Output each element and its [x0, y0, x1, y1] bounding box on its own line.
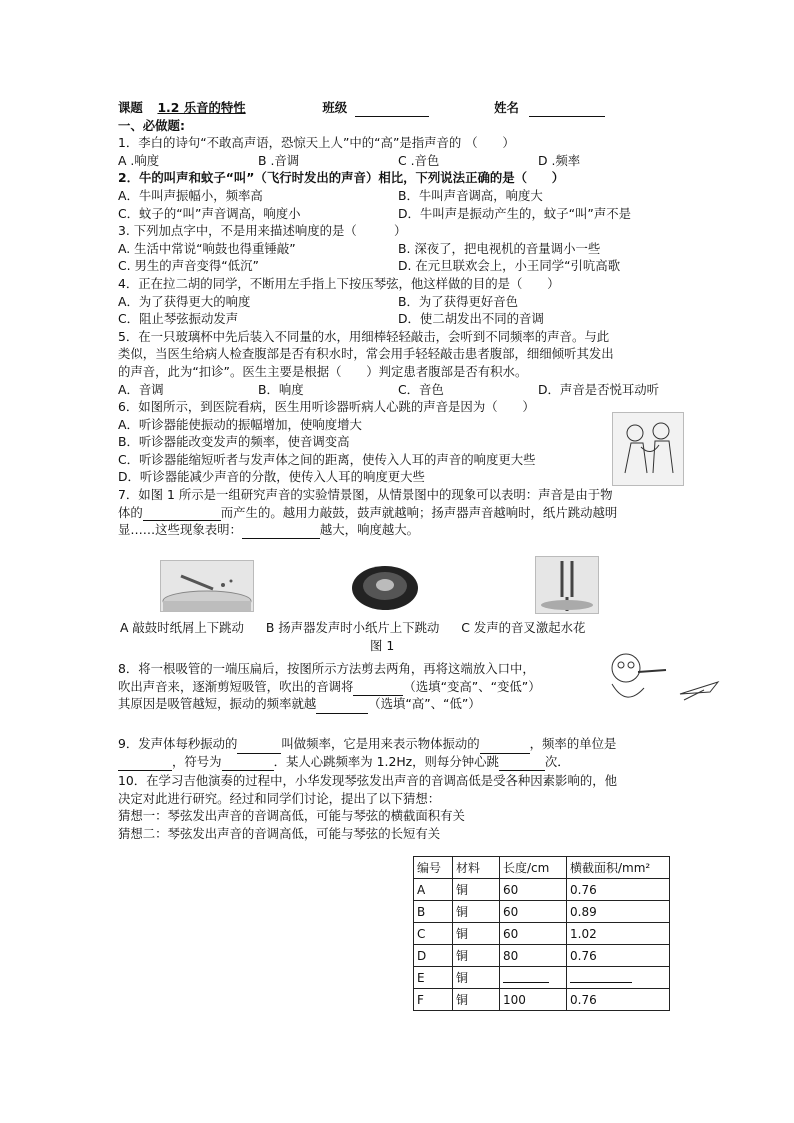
caption-b: B 扬声器发声时小纸片上下跳动	[265, 620, 440, 635]
string-table	[413, 856, 670, 1011]
table-cell: D	[414, 945, 453, 967]
q5-options	[118, 381, 678, 399]
table-cell: 80	[500, 945, 567, 967]
q3-option-d[interactable]: D. 在元旦联欢会上，小王同学“引吭高歌	[398, 258, 621, 274]
q9-blank-2[interactable]	[480, 740, 530, 754]
q6-option-d[interactable]: D．听诊器能减少声音的分散，使传入人耳的响度更大些	[118, 469, 425, 485]
q8-text: 吹出声音来，逐渐剪短吸管，吹出的音调将	[118, 678, 354, 694]
table-row	[414, 989, 670, 1011]
speaker-photo	[350, 560, 420, 612]
q4-option-d[interactable]: D．使二胡发出不同的音调	[398, 311, 544, 327]
figure-captions	[120, 618, 680, 636]
q8-text: 其原因是吸管越短，振动的频率就越	[118, 696, 317, 712]
q2-stem: 2．牛的叫声和蚊子“叫”（飞行时发出的声音）相比，下列说法正确的是（ ）	[118, 170, 565, 186]
straw-blowing-illustration	[600, 644, 722, 714]
q6-option-a[interactable]: A．听诊器能使振动的振幅增加，使响度增大	[118, 416, 362, 432]
q7-text: 而产生的。越用力敲鼓，鼓声就越响；扬声器声音越响时，纸片跳动越明	[220, 504, 618, 520]
q4-option-b[interactable]: B．为了获得更好音色	[398, 293, 519, 309]
worksheet	[118, 99, 678, 539]
table-cell: E	[414, 967, 453, 989]
table-cell: 0.76	[567, 989, 670, 1011]
q9-blank-1[interactable]	[237, 740, 281, 754]
table-cell: C	[414, 923, 453, 945]
q2-option-c[interactable]: C．蚊子的“叫”声音调高，响度小	[118, 205, 301, 221]
q5-option-d[interactable]: D．声音是否悦耳动听	[538, 381, 660, 397]
q8-line-1: 8．将一根吸管的一端压扁后，按图所示方法剪去两角，再将这端放入口中，	[118, 661, 535, 676]
q2-option-b[interactable]: B．牛叫声音调高，响度大	[398, 187, 543, 203]
q6-option-b[interactable]: B．听诊器能改变发声的频率，使音调变高	[118, 434, 350, 450]
class-blank[interactable]	[355, 103, 429, 117]
table-cell: 铜	[453, 967, 500, 989]
doctor-stethoscope-illustration	[612, 412, 684, 486]
q3-option-c[interactable]: C. 男生的声音变得“低沉”	[118, 258, 259, 274]
q9-text: 叫做频率，它是用来表示物体振动的	[281, 736, 480, 751]
table-row	[414, 901, 670, 923]
q5-line-2: 类似，当医生给病人检查腹部是否有积水时，常会用手轻轻敲击患者腹部，细细倾听其发出	[118, 346, 614, 362]
q4-option-a[interactable]: A．为了获得更大的响度	[118, 293, 251, 309]
q9-text: ，符号为	[172, 753, 222, 769]
q8-blank-1[interactable]	[353, 682, 403, 696]
q2-option-d[interactable]: D．牛叫声是振动产生的，蚊子“叫”声不是	[398, 205, 632, 221]
q6-stem: 6．如图所示，到医院看病，医生用听诊器听病人心跳的声音是因为（ ）	[118, 399, 535, 415]
name-blank[interactable]	[529, 103, 605, 117]
q3-option-a[interactable]: A. 生活中常说“响鼓也得重锤敲”	[118, 240, 296, 256]
q7-line-1: 7．如图 1 所示是一组研究声音的实验情景图，从情景图中的现象可以表明：声音是由于物	[118, 487, 613, 503]
q3-stem: 3. 下列加点字中，不是用来描述响度的是（ ）	[118, 223, 407, 239]
q1-option-d[interactable]: D .频率	[538, 152, 581, 168]
table-blank-cell[interactable]	[567, 967, 670, 989]
q1-options	[118, 152, 678, 170]
q7-blank-2[interactable]	[242, 525, 320, 539]
table-cell: F	[414, 989, 453, 1011]
table-cell: B	[414, 901, 453, 923]
table-header-cell: 编号	[414, 857, 453, 879]
q7-text: 越大，响度越大。	[319, 522, 420, 538]
q5-option-c[interactable]: C．音色	[398, 381, 444, 397]
table-cell: 60	[500, 901, 567, 923]
q10-line-4: 猜想二：琴弦发出声音的音调高低，可能与琴弦的长短有关	[118, 825, 441, 841]
q5-line-3: 的声音，此为“扣诊”。医生主要是根据（ ）判定患者腹部是否有积水。	[118, 363, 528, 379]
caption-a: A 敲鼓时纸屑上下跳动	[120, 620, 244, 635]
table-cell: 铜	[453, 945, 500, 967]
q9-text: 9．发声体每秒振动的	[118, 736, 238, 751]
table-cell: 60	[500, 879, 567, 901]
q4-option-c[interactable]: C．阻止琴弦振动发声	[118, 311, 239, 327]
q5-option-a[interactable]: A．音调	[118, 381, 164, 397]
table-row	[414, 923, 670, 945]
q5-option-b[interactable]: B．响度	[258, 381, 304, 397]
class-label: 班级	[322, 100, 348, 115]
q10-line-1: 10．在学习吉他演奏的过程中，小华发现琴弦发出声音的音调高低是受各种因素影响的，他	[118, 773, 618, 788]
figure-1-label: 图 1	[370, 638, 395, 653]
q8-text: （选填“变高”、“变低”）	[403, 678, 541, 694]
q1-option-a[interactable]: A .响度	[118, 152, 160, 168]
q10	[118, 772, 617, 842]
q2-option-a[interactable]: A．牛叫声振幅小，频率高	[118, 187, 263, 203]
table-cell: 铜	[453, 923, 500, 945]
name-label: 姓名	[494, 100, 519, 115]
header	[118, 99, 678, 117]
table-header	[414, 857, 670, 879]
table-cell: 0.89	[567, 901, 670, 923]
q7-text: 体的	[118, 504, 143, 520]
table-row	[414, 879, 670, 901]
table-header-cell: 横截面积/mm²	[567, 857, 670, 879]
subject: 1.2 乐音的特性	[157, 100, 246, 115]
q1-option-c[interactable]: C .音色	[398, 152, 440, 168]
q4-stem: 4．正在拉二胡的同学，不断用左手指上下按压琴弦，他这样做的目的是（ ）	[118, 275, 560, 291]
section-title: 一、必做题:	[118, 117, 185, 133]
q9-blank-3[interactable]	[118, 757, 172, 771]
q10-line-2: 决定对此进行研究。经过和同学们讨论，提出了以下猜想：	[118, 790, 441, 806]
q9-blank-4[interactable]	[222, 757, 274, 771]
q8	[118, 660, 541, 713]
tuning-fork-photo	[535, 556, 599, 614]
q3-option-b[interactable]: B. 深夜了，把电视机的音量调小一些	[398, 240, 601, 256]
table-row	[414, 967, 670, 989]
q6-option-c[interactable]: C．听诊器能缩短听者与发声体之间的距离，使传入人耳的声音的响度更大些	[118, 451, 536, 467]
subject-label: 课题	[118, 100, 143, 115]
q9-blank-5[interactable]	[499, 757, 545, 771]
q9-text: ．某人心跳频率为 1.2Hz，则每分钟心跳	[273, 753, 499, 769]
q9-text: 次．	[544, 753, 570, 769]
table-header-cell: 材料	[453, 857, 500, 879]
q10-line-3: 猜想一：琴弦发出声音的音调高低，可能与琴弦的横截面积有关	[118, 808, 465, 824]
q1-option-b[interactable]: B .音调	[258, 152, 300, 168]
table-cell: 60	[500, 923, 567, 945]
table-cell: 100	[500, 989, 567, 1011]
q9	[118, 735, 616, 770]
table-cell: 铜	[453, 989, 500, 1011]
table-cell: A	[414, 879, 453, 901]
q5-line-1: 5．在一只玻璃杯中先后装入不同量的水，用细棒轻轻敲击，会听到不同频率的声音。与此	[118, 328, 610, 344]
q8-text: （选填“高”、“低”）	[368, 696, 481, 712]
q8-blank-2[interactable]	[316, 700, 368, 714]
table-cell: 铜	[453, 879, 500, 901]
table-cell: 0.76	[567, 945, 670, 967]
table-header-cell: 长度/cm	[500, 857, 567, 879]
table-cell: 1.02	[567, 923, 670, 945]
q7-blank-1[interactable]	[143, 507, 221, 521]
q7-text: 显……这些现象表明：	[118, 522, 242, 538]
table-cell: 铜	[453, 901, 500, 923]
q1-stem: 1．李白的诗句“不敢高声语，恐惊天上人”中的“高”是指声音的 （ ）	[118, 135, 515, 151]
table-blank-cell[interactable]	[500, 967, 567, 989]
q9-text: ，频率的单位是	[529, 736, 617, 751]
drum-photo	[160, 560, 254, 612]
table-cell: 0.76	[567, 879, 670, 901]
table-row	[414, 945, 670, 967]
caption-c: C 发声的音叉激起水花	[461, 620, 586, 635]
